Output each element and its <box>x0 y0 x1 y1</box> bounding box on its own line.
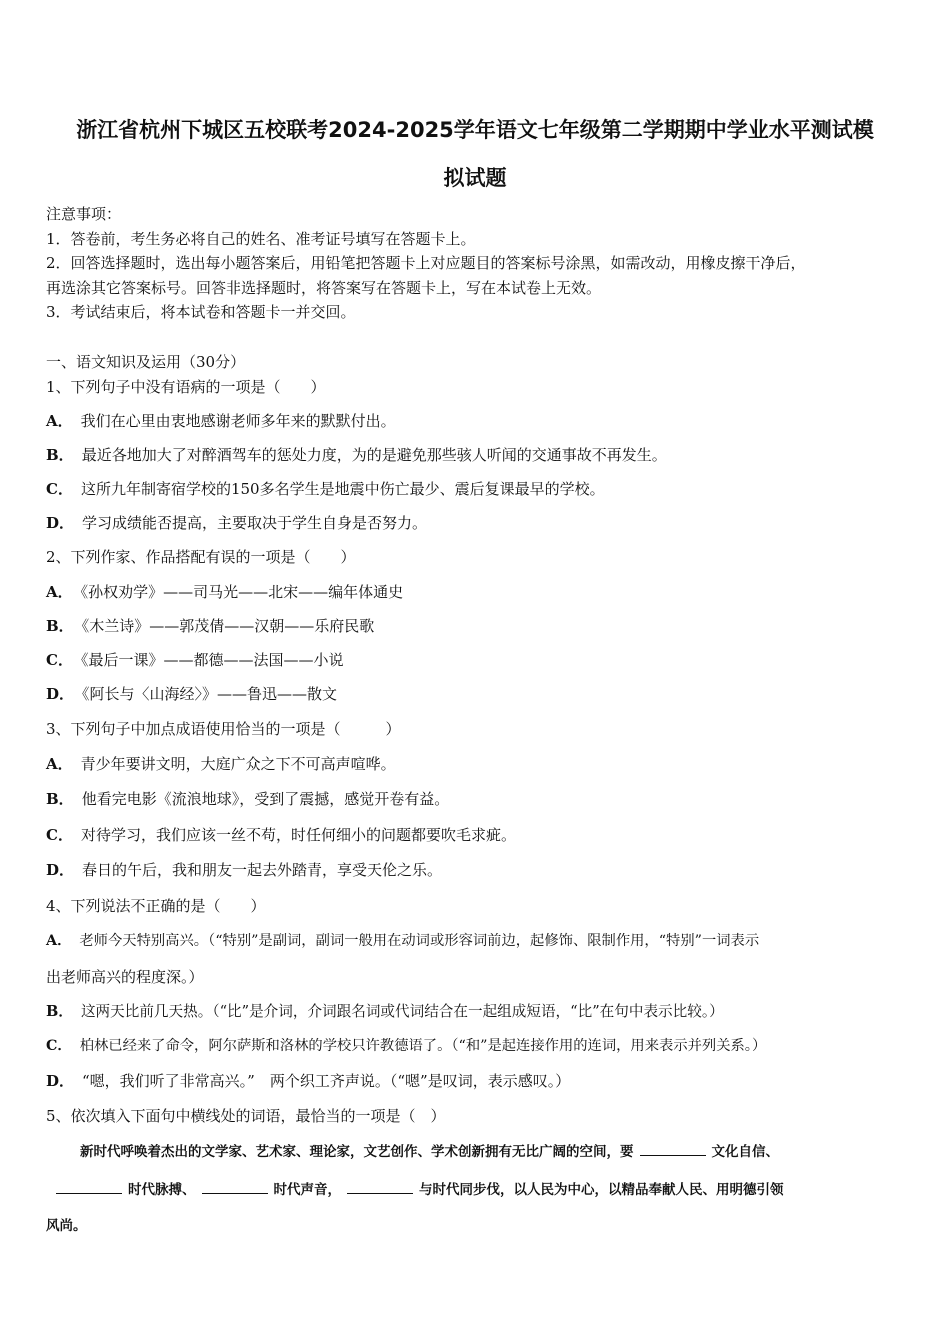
option-text: 春日的午后，我和朋友一起去外踏青，享受天伦之乐。 <box>82 861 443 879</box>
passage-text: 时代声音， <box>273 1182 341 1198</box>
option-text: 柏林已经来了命令，阿尔萨斯和洛林的学校只许教德语了。（“和”是起连接作用的连词，用来表示并列关系。） <box>79 1038 767 1054</box>
exam-title-line1: 浙江省杭州下城区五校联考2024-2025学年语文七年级第二学期期中学业水平测试模 <box>76 118 874 142</box>
option-letter: B． <box>46 1003 73 1020</box>
question-4-option-c <box>46 1035 766 1055</box>
notice-item: 3．考试结束后，将本试卷和答题卡一并交回。 <box>46 303 356 321</box>
option-text: 最近各地加大了对醉酒驾车的惩处力度，为的是避免那些骇人听闻的交通事故不再发生。 <box>81 446 667 464</box>
question-4-option-a-cont <box>46 966 204 987</box>
question-4-option-b <box>46 1000 724 1021</box>
question-5-stem: 5、依次填入下面句中横线处的词语，最恰当的一项是（ ） <box>46 1107 446 1125</box>
option-text: 老师今天特别高兴。（“特别”是副词，副词一般用在动词或形容词前边，起修饰、限制作用，“特别”一词表示 <box>79 933 760 949</box>
fill-blank <box>640 1142 706 1156</box>
question-4-stem: 4、下列说法不正确的是（ ） <box>46 897 266 915</box>
option-letter: B． <box>46 446 74 464</box>
question-3-option-c <box>46 824 516 845</box>
option-text: 《阿长与〈山海经〉》——鲁迅——散文 <box>82 685 338 703</box>
option-text: “嗯，我们听了非常高兴。” 两个织工齐声说。（“嗯”是叹词，表示感叹。） <box>82 1072 571 1090</box>
option-text: 《最后一课》——都德——法国——小说 <box>80 651 344 669</box>
passage-text: 文化自信、 <box>711 1144 779 1160</box>
question-1-stem: 1、下列句子中没有语病的一项是（ ） <box>46 378 326 396</box>
option-text: 我们在心里由衷地感谢老师多年来的默默付出。 <box>80 412 396 430</box>
option-letter: B． <box>46 790 74 808</box>
option-letter: C． <box>46 826 73 844</box>
option-text: 他看完电影《流浪地球》，受到了震撼，感觉开卷有益。 <box>81 790 450 808</box>
question-5-passage-line1 <box>80 1140 779 1160</box>
notice-item: 2．回答选择题时，选出每小题答案后，用铅笔把答题卡上对应题目的答案标号涂黑，如需改动，用橡皮擦干净后， <box>46 254 806 272</box>
option-text: 对待学习，我们应该一丝不苟，时任何细小的问题都要吹毛求疵。 <box>80 826 516 844</box>
option-text: 这两天比前几天热。（“比”是介词，介词跟名词或代词结合在一起组成短语，“比”在句中表示比较。） <box>80 1003 724 1020</box>
option-letter: A． <box>46 583 73 601</box>
question-1-option-d <box>46 512 427 533</box>
option-letter: D． <box>46 861 75 879</box>
question-1-option-a <box>46 410 396 431</box>
question-2-option-d <box>46 683 337 704</box>
question-3-option-a <box>46 753 396 774</box>
question-3-option-b <box>46 788 449 809</box>
question-3-option-d <box>46 859 442 880</box>
notice-item: 再选涂其它答案标号。回答非选择题时，将答案写在答题卡上，写在本试卷上无效。 <box>46 279 602 297</box>
option-letter: C． <box>46 480 73 498</box>
question-5-passage-line3: 风尚。 <box>46 1218 87 1234</box>
passage-text: 新时代呼唤着杰出的文学家、艺术家、理论家，文艺创作、学术创新拥有无比广阔的空间，要 <box>80 1144 634 1160</box>
question-3-stem: 3、下列句子中加点成语使用恰当的一项是（ ） <box>46 720 401 738</box>
question-5-passage-line2 <box>50 1178 784 1198</box>
option-letter: D． <box>46 1072 75 1090</box>
fill-blank <box>56 1180 122 1194</box>
passage-text: 与时代同步伐，以人民为中心，以精品奉献人民、用明德引领 <box>419 1182 784 1198</box>
option-letter: C． <box>46 651 73 669</box>
section-heading: 一、语文知识及运用（30分） <box>46 353 246 371</box>
passage-text: 时代脉搏、 <box>128 1182 196 1198</box>
question-2-stem: 2、下列作家、作品搭配有误的一项是（ ） <box>46 548 356 566</box>
question-2-option-c <box>46 649 343 670</box>
option-letter: A． <box>46 933 72 949</box>
option-text: 《孙权劝学》——司马光——北宋——编年体通史 <box>80 583 404 601</box>
option-letter: C． <box>46 1038 72 1054</box>
option-letter: D． <box>46 514 75 532</box>
notice-item: 1．答卷前，考生务必将自己的姓名、准考证号填写在答题卡上。 <box>46 230 476 248</box>
option-text: 这所九年制寄宿学校的150多名学生是地震中伤亡最少、震后复课最早的学校。 <box>80 480 605 498</box>
question-4-option-d <box>46 1070 570 1091</box>
option-letter: A． <box>46 755 73 773</box>
option-letter: A． <box>46 412 73 430</box>
option-letter: D． <box>46 685 75 703</box>
notice-heading: 注意事项： <box>46 205 122 223</box>
question-2-option-b <box>46 615 374 636</box>
option-text: 出老师高兴的程度深。） <box>46 968 204 986</box>
question-4-option-a <box>46 930 759 950</box>
option-text: 《木兰诗》——郭茂倩——汉朝——乐府民歌 <box>81 617 375 635</box>
option-text: 学习成绩能否提高，主要取决于学生自身是否努力。 <box>82 514 428 532</box>
fill-blank <box>202 1180 268 1194</box>
option-text: 青少年要讲文明，大庭广众之下不可高声喧哗。 <box>80 755 396 773</box>
fill-blank <box>347 1180 413 1194</box>
question-1-option-c <box>46 478 605 499</box>
question-2-option-a <box>46 581 403 602</box>
question-1-option-b <box>46 444 667 465</box>
option-letter: B． <box>46 617 74 635</box>
exam-title-line2: 拟试题 <box>443 166 507 190</box>
